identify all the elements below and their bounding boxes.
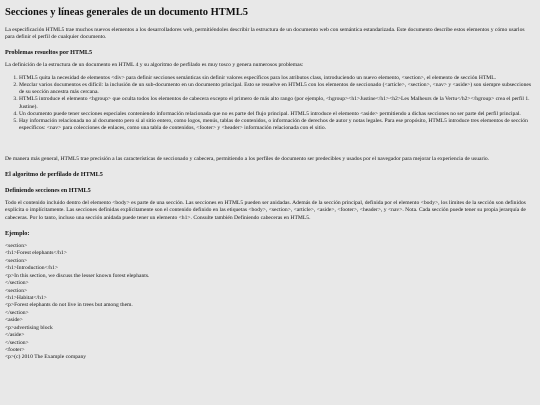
code-line: <aside> (5, 317, 23, 324)
problems-intro: La definición de la estructura de un documento en HTML 4 y su algoritmo de perfilado es muy tosco y genera numerosos problemas: (5, 62, 304, 69)
code-line: <section> (5, 242, 28, 249)
code-line: <p>advertising block (5, 324, 53, 331)
summary-paragraph: De manera más general, HTML5 trae precisión a las características de seccionado y cabecera, permitiendo a los perfiles de documento ser predecibles y usados por el navegador para mejorar la experiencia de usuario. (5, 155, 490, 162)
algorithm-heading: El algoritmo de perfilado de HTML5 (5, 170, 103, 178)
code-line: </section> (5, 309, 29, 316)
code-line: <p>In this section, we discuss the lesser known forest elephants. (5, 272, 150, 279)
code-line: </section> (5, 339, 29, 346)
code-line: </aside> (5, 332, 25, 339)
code-line: <h1>Forest elephants</h1> (5, 250, 67, 257)
code-line: <footer> (5, 347, 25, 353)
sections-heading: Definiendo secciones en HTML5 (5, 186, 91, 194)
code-line: <h1>Introduction</h1> (5, 265, 59, 272)
list-item: 5. Hay información relacionada no al documento pero si al sitio entero, como logos, menús, tablas de contenidos, o información de derechos de autor y notas legales. Para ese propósito, HTML5 introduce tres elementos de sección específicos: <nav> para colecciones de enlaces, como una tabla de contenidos, <footer> y <header> información relacionada con el sitio. (19, 118, 535, 133)
sections-paragraph: Todo el contenido incluido dentro del elemento <body> es parte de una sección. Las secciones en HTML5 pueden ser anidadas. Además de la sección principal, definida por el elemento <body>, los límites de la sección son definidos explícita o implícitamente. Las secciones definidas explícitamente son el contenido definido en las etiquetas <body>, <section>, <article>, <aside>, <footer>, <header>, y <nav>. Nota. Cada sección puede tener su propia jerarquía de cabeceras. Por lo tanto, incluso una sección anidada puede tener un elemento <h1>. Consulte también Definiendo cabeceras en HTML5. (5, 200, 526, 221)
list-item: 3. HTML5 introduce el elemento <hgroup> que oculta todos los elementos de cabecera excepto el primero de más alto rango (por ejemplo, <hgroup><h1>Justine</h1><h2>Les Malheurs de la Vertu</h2></hgroup> crea el perfil 1. Justine). (19, 96, 535, 111)
page-title: Secciones y líneas generales de un documento HTML5 (5, 7, 248, 18)
example-heading: Ejemplo: (5, 229, 30, 237)
code-line: <section> (5, 287, 28, 294)
code-example (5, 243, 535, 362)
code-line: <p>Forest elephants do not live in trees but among them. (5, 302, 133, 309)
code-line: <section> (5, 257, 28, 264)
problems-list (5, 75, 535, 133)
code-line: <p>(c) 2010 The Example company (5, 354, 87, 361)
problems-heading: Problemas resueltos por HTML5 (5, 49, 93, 57)
code-line: </section> (5, 280, 29, 287)
list-item: 1. HTML5 quita la necesidad de elementos <div> para definir secciones semánticas sin definir valores específicos para los atributos class, introduciendo un nuevo elemento, <section>, el elemento de sección HTML. (19, 75, 535, 82)
intro-paragraph: La especificación HTML5 trae muchos nuevos elementos a los desarrolladores web, permitiéndoles describir la estructura de un documento web con semántica estandarizada. Este documento describe estos elementos y cómo usarlos para definir el perfil de cualquier documento. (5, 26, 525, 40)
list-item: 4. Un documento puede tener secciones especiales conteniendo información relacionada que no es parte del flujo principal. HTML5 introduce el elemento <aside> permitiendo a dichas secciones no ser parte del perfil principal. (19, 111, 535, 118)
list-item: 2. Mezclar varios documentos es difícil: la inclusión de un sub-documento en un documento principal. Esto se resuelve en HTML5 con los elementos de seccionado (<article>, <section>, <nav> y <aside>) son siempre subsecciones de su sección ancestra más cercana. (19, 82, 535, 97)
code-line: <h1>Habitat</h1> (5, 294, 47, 301)
